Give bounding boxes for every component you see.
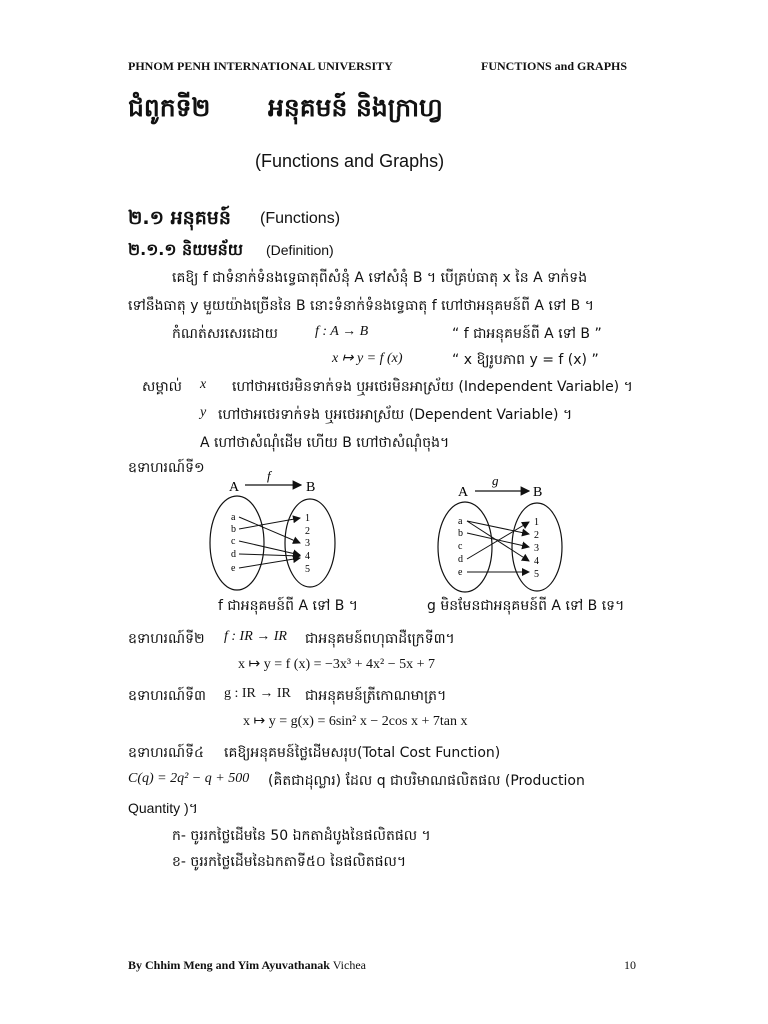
example4-item-a: ក- ចូររកថ្លៃដើមនៃ 50 ឯកតាដំបូងនៃផលិតផល ។ bbox=[172, 828, 431, 844]
example4-item-b: ខ- ចូររកថ្លៃដើមនៃឯកតាទី៥០ នៃផលិតផល។ bbox=[172, 854, 407, 870]
example3-map: g : IR → IR bbox=[224, 686, 291, 701]
chapter-label: ជំពូកទី២ bbox=[128, 93, 211, 122]
example3-label: ឧទាហរណ៍ទី៣ bbox=[128, 688, 206, 704]
notes-label: សម្គាល់ bbox=[142, 379, 182, 395]
subsection-english: (Definition) bbox=[266, 242, 334, 258]
diagram-f-set-a: A bbox=[229, 480, 240, 495]
diagram-g-set-a: A bbox=[458, 485, 469, 500]
notation-rule: x ↦ y = f (x) bbox=[332, 351, 403, 366]
diagram-f-elem-c: c bbox=[231, 536, 236, 547]
notes-y-var: y bbox=[200, 405, 207, 420]
diagram-g bbox=[427, 472, 577, 597]
diagram-f-elem-3: 3 bbox=[305, 538, 310, 549]
header-university: PHNOM PENH INTERNATIONAL UNIVERSITY bbox=[128, 59, 393, 73]
diagram-g-elem-4: 4 bbox=[534, 556, 539, 567]
caption-f: f ជាអនុគមន៍ពី A ទៅ B ។ bbox=[218, 598, 359, 614]
example4-label: ឧទាហរណ៍ទី៤ bbox=[128, 745, 204, 761]
example2-label: ឧទាហរណ៍ទី២ bbox=[128, 631, 205, 647]
header-topic: FUNCTIONS and GRAPHS bbox=[481, 59, 628, 73]
example4-desc: គេឱ្យអនុគមន៍ថ្លៃដើមសរុប(Total Cost Function) bbox=[224, 745, 501, 761]
diagram-g-elem-d: d bbox=[458, 554, 463, 565]
diagram-f-elem-4: 4 bbox=[305, 551, 310, 562]
diagram-g-elem-1: 1 bbox=[534, 517, 539, 528]
chapter-title: អនុគមន៍ និងក្រាហ្វ bbox=[268, 93, 443, 122]
diagram-g-elem-a: a bbox=[458, 516, 463, 527]
diagram-f-domain-oval bbox=[210, 496, 264, 590]
diagram-g-elem-2: 2 bbox=[534, 530, 539, 541]
caption-g: g មិនមែនជាអនុគមន៍ពី A ទៅ B ទេ។ bbox=[427, 598, 625, 614]
definition-line-1: គេឱ្យ f ជាទំនាក់ទំនងទ្វេធាតុពីសំនុំ A ទៅសំនុំ B ។ បើគ្រប់ធាតុ x នៃ A ទាក់ទង bbox=[172, 270, 588, 286]
diagram-f-arrow-e bbox=[239, 558, 300, 568]
diagram-g-elem-e: e bbox=[458, 567, 463, 578]
example1-label: ឧទាហរណ៍ទី១ bbox=[128, 460, 205, 476]
diagram-f-elem-d: d bbox=[231, 549, 236, 560]
diagram-f-elem-a: a bbox=[231, 512, 236, 523]
diagram-g-set-b: B bbox=[533, 485, 543, 500]
diagram-f-arrow-d bbox=[239, 554, 300, 556]
footer-authors bbox=[128, 958, 366, 973]
diagram-g-domain-oval bbox=[438, 502, 492, 592]
section-label: ២.១ អនុគមន៍ bbox=[128, 207, 231, 229]
diagram-f-elem-1: 1 bbox=[305, 513, 310, 524]
diagram-f-arrow-b bbox=[239, 518, 300, 529]
notation-rule-desc: “ x ឱ្យរូបភាព y = f (x) ” bbox=[452, 352, 599, 368]
diagram-f-arrow-c bbox=[239, 541, 300, 555]
example4-formula-desc-2: Quantity )។ bbox=[128, 800, 198, 816]
example3-rule: x ↦ y = g(x) = 6sin² x − 2cos x + 7tan x bbox=[243, 714, 468, 729]
notation-desc: “ f ជាអនុគមន៍ពី A ទៅ B ” bbox=[452, 326, 602, 342]
diagram-g-name: g bbox=[492, 473, 499, 488]
example4-formula-desc: (គិតជាដុល្លារ) ដែល q ជាបរិមាណផលិតផល (Production bbox=[268, 773, 585, 789]
notation-map: f : A → B bbox=[315, 324, 369, 339]
notes-y-desc: ហៅថាអថេរទាក់ទង ឬអថេរអាស្រ័យ (Dependent Variable) ។ bbox=[218, 407, 573, 423]
notes-x-desc: ហៅថាអថេរមិនទាក់ទង ឬអថេរមិនអាស្រ័យ (Independent Variable) ។ bbox=[232, 379, 633, 395]
chapter-subtitle: (Functions and Graphs) bbox=[255, 151, 445, 171]
footer-authors-tail: Vichea bbox=[332, 958, 366, 972]
example4-formula: C(q) = 2q² − q + 500 bbox=[128, 771, 250, 786]
diagram-f-name: f bbox=[267, 468, 271, 483]
example2-map: f : IR → IR bbox=[224, 629, 287, 644]
notes-x-var: x bbox=[200, 377, 207, 392]
notes-domain-desc: A ហៅថាសំណុំដើម ហើយ B ហៅថាសំណុំចុង។ bbox=[200, 435, 450, 451]
section-english: (Functions) bbox=[260, 210, 341, 227]
diagram-g-elem-b: b bbox=[458, 528, 463, 539]
example2-desc: ជាអនុគមន៍ពហុធាដឺក្រេទី៣។ bbox=[305, 631, 455, 647]
notation-label: កំណត់សរសេរដោយ bbox=[172, 326, 278, 342]
diagram-g-elem-3: 3 bbox=[534, 543, 539, 554]
definition-line-2: ទៅនឹងធាតុ y មួយយ៉ាងច្រើននៃ B នោះទំនាក់ទំនងទ្វេធាតុ f ហៅថាអនុគមន៍ពី A ទៅ B ។ bbox=[128, 298, 594, 314]
diagram-f-set-b: B bbox=[306, 480, 316, 495]
diagram-f-elem-e: e bbox=[231, 563, 236, 574]
example3-desc: ជាអនុគមន៍ត្រីកោណមាត្រ។ bbox=[305, 688, 447, 704]
diagram-f-elem-5: 5 bbox=[305, 564, 310, 575]
footer-authors-names: By Chhim Meng and Yim Ayuvathanak bbox=[128, 958, 330, 972]
diagram-f bbox=[195, 468, 345, 593]
diagram-g-elem-c: c bbox=[458, 541, 463, 552]
diagram-f-elem-2: 2 bbox=[305, 526, 310, 537]
example2-rule: x ↦ y = f (x) = −3x³ + 4x² − 5x + 7 bbox=[238, 657, 435, 672]
diagram-f-elem-b: b bbox=[231, 524, 236, 535]
diagram-g-elem-5: 5 bbox=[534, 569, 539, 580]
subsection-label: ២.១.១ និយមន័យ bbox=[128, 240, 243, 259]
page-number: 10 bbox=[624, 958, 636, 972]
diagram-f-codomain-oval bbox=[285, 499, 335, 587]
diagram-f-arrow-a bbox=[239, 517, 300, 543]
